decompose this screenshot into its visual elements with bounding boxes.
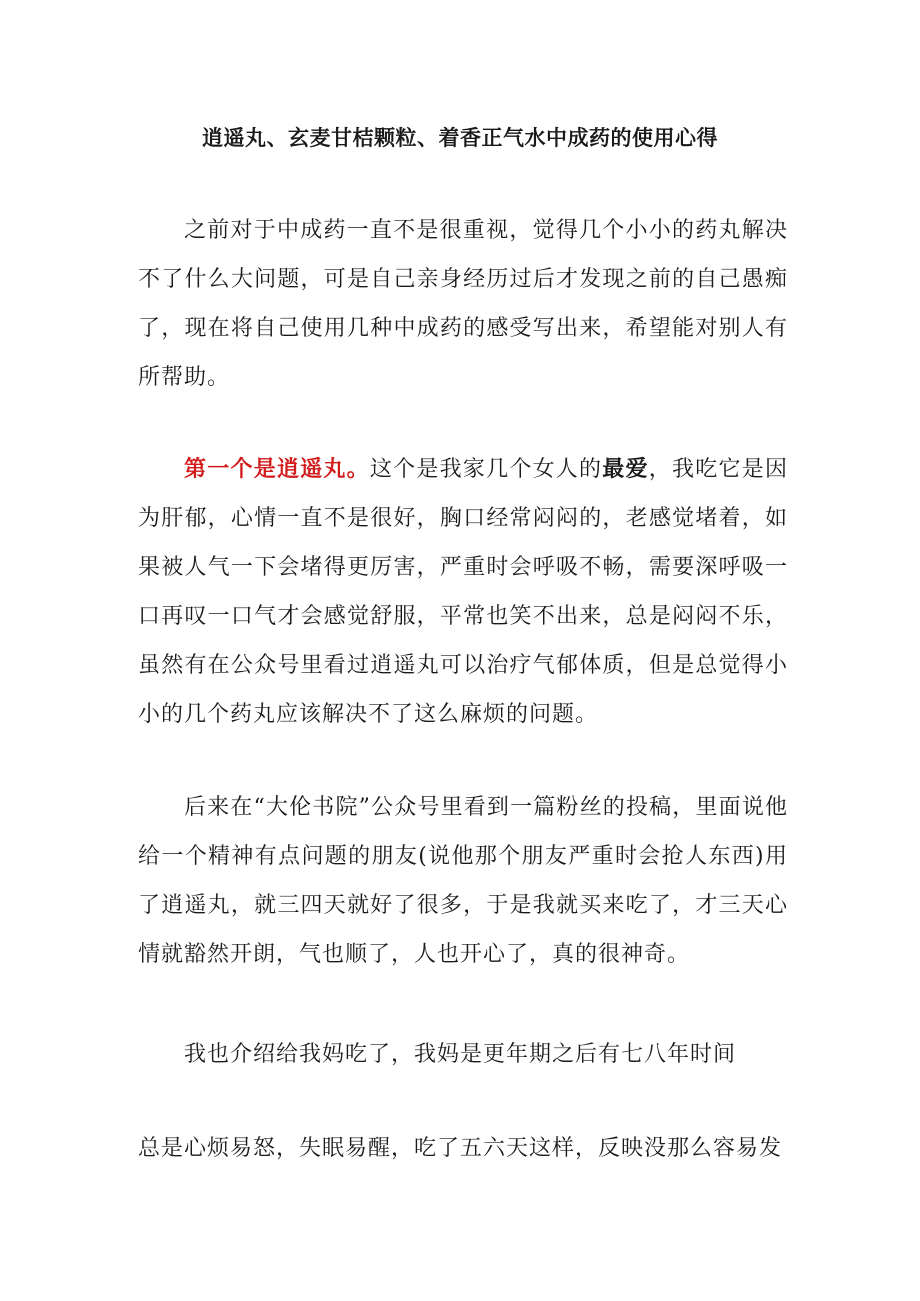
paragraph-intro: 之前对于中成药一直不是很重视，觉得几个小小的药丸解决不了什么大问题，可是自己亲身经历过后才发现之前的自己愚痴了，现在将自己使用几种中成药的感受写出来，希望能对别人有所帮助。: [138, 218, 788, 390]
paragraph-xiaoyaowan: [138, 445, 788, 739]
document-title: 逍遥丸、玄麦甘桔颗粒、着香正气水中成药的使用心得: [202, 125, 718, 150]
paragraph-text-segment: ，我吃它是因为肝郁，心情一直不是很好，胸口经常闷闷的，老感觉堵着，如果被人气一下会堵得更厉害，严重时会呼吸不畅，需要深呼吸一口再叹一口气才会感觉舒服，平常也笑不出来，总是闷闷不乐，虽然有在公众号里看过逍遥丸可以治疗气郁体质，但是总觉得小小的几个药丸应该解决不了这么麻烦的问题。: [138, 457, 788, 727]
paragraph-lead-heading: 第一个是逍遥丸。: [184, 456, 370, 482]
paragraph-mother: 我也介绍给我妈吃了，我妈是更年期之后有七八年时间: [184, 1042, 737, 1067]
emphasis-text: 最爱: [602, 456, 649, 482]
paragraph-continuation: 总是心烦易怒，失眠易醒，吃了五六天这样，反映没那么容易发: [138, 1136, 783, 1161]
paragraph-story: 后来在“大伦书院”公众号里看到一篇粉丝的投稿，里面说他给一个精神有点问题的朋友(说他那个朋友严重时会抢人东西)用了逍遥丸，就三四天就好了很多，于是我就买来吃了，才三天心情就豁然开朗，气也顺了，人也开心了，真的很神奇。: [138, 795, 788, 967]
paragraph-text-segment: 这个是我家几个女人的: [369, 457, 603, 482]
